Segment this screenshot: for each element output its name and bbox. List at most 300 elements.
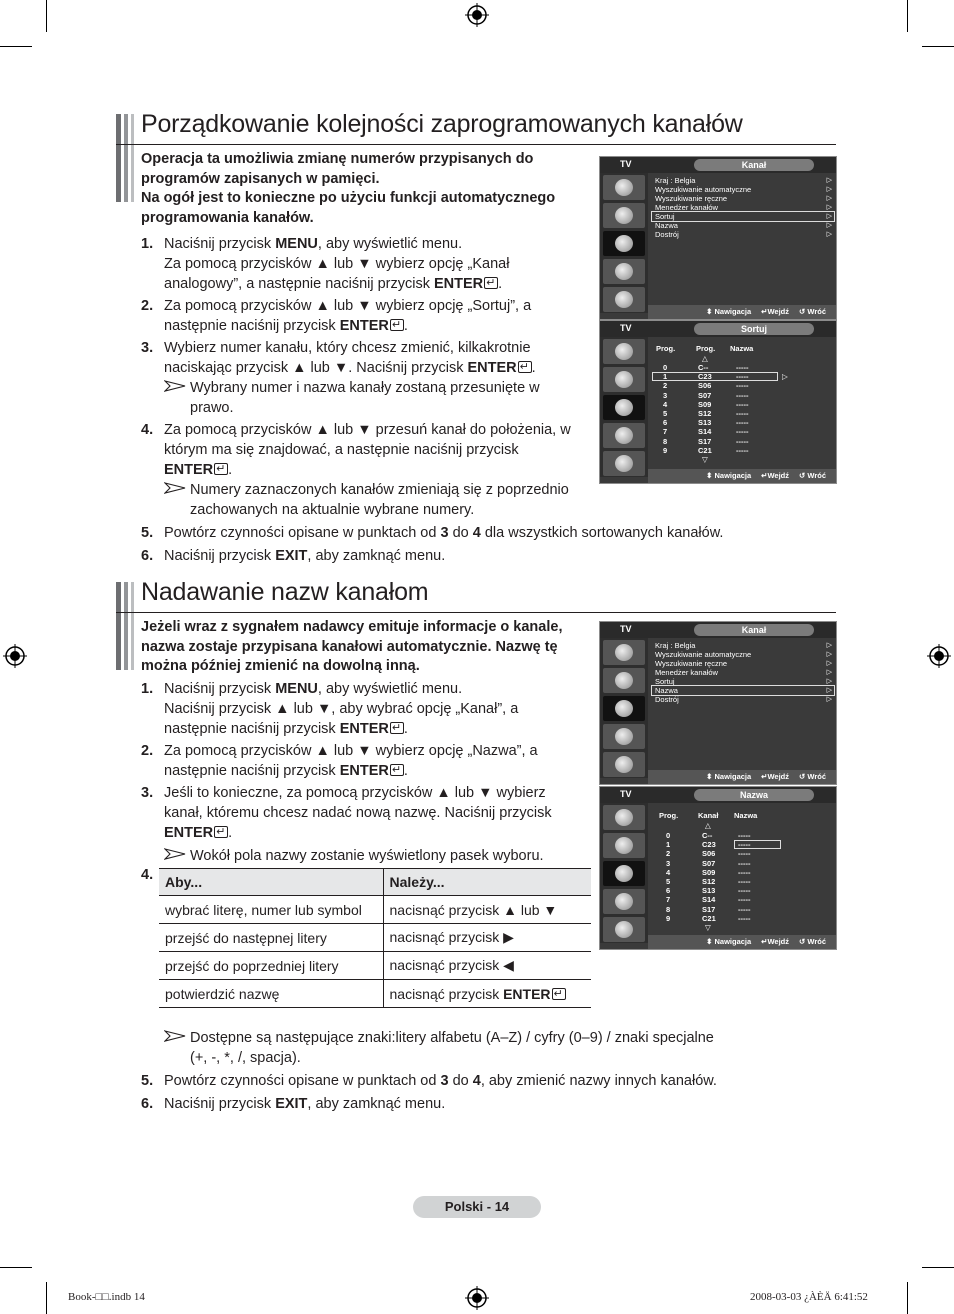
step-item [141, 546, 741, 566]
text: (+, -, *, /, spacja). [190, 1050, 301, 1066]
text: Wejdź [767, 937, 789, 946]
registration-mark-icon [927, 644, 951, 668]
osd-menu-item: Menedżer kanałów ▷ [655, 203, 832, 212]
osd-input-icon [603, 287, 645, 312]
channel-cell: ----- [738, 867, 751, 877]
bar-light [131, 582, 134, 670]
osd-sound-icon [603, 833, 645, 858]
osd-tv-label: TV [620, 323, 632, 333]
text: Za pomocą przycisków ▲ lub ▼ przesuń kanał do położenia, w [164, 422, 571, 438]
text: zachowanych na aktualnie wybrane numery. [190, 502, 475, 518]
up-arrow-icon: △ [705, 821, 711, 830]
channel-cell: 5 [666, 877, 671, 886]
text: Menedżer kanałów [655, 668, 718, 677]
crop-mark [0, 1267, 32, 1268]
intro-line: Jeżeli wraz z sygnałem nadawcy emituje informacje o kanale, [141, 619, 563, 635]
step-item [141, 1094, 761, 1114]
osd-menu-item: Kraj : Belgia ▷ [655, 641, 832, 650]
text: , aby wyświetlić menu. [317, 681, 463, 697]
osd-picture-icon [603, 805, 645, 830]
key-table [159, 868, 591, 1008]
table-row [159, 896, 591, 924]
channel-cell: ----- [736, 399, 749, 409]
step-number: 4. [141, 422, 154, 438]
text: Dostrój [655, 695, 679, 704]
osd-channel-icon [603, 395, 645, 420]
channel-cell: ----- [738, 895, 751, 905]
intro-line: programów zapisanych w pamięci. [141, 170, 380, 187]
channel-cell: C21 [698, 445, 712, 455]
text: 3 [440, 525, 449, 541]
osd-input-icon [603, 451, 645, 476]
column-header: Kanał [698, 811, 719, 820]
text: kanał, któremu chcesz nadać nową nazwę. Naciśnij przycisk [164, 805, 552, 821]
osd-menu-item: Dostrój ▷ [655, 695, 832, 704]
crop-mark [46, 0, 47, 32]
text: następnie naciśnij przycisk [164, 763, 340, 779]
channel-cell: S12 [702, 877, 716, 886]
column-header: Aby... [159, 869, 383, 896]
osd-title: Nazwa [694, 789, 814, 801]
text: Wokół pola nazwy zostanie wyświetlony pasek wyboru. [190, 848, 544, 864]
print-slug-right: 2008-03-03 ¿ÀÈÄ 6:41:52 [750, 1291, 868, 1303]
table-cell: nacisnąć przycisk ▶ [383, 924, 591, 952]
key-label: EXIT [275, 548, 308, 564]
text: Numery zaznaczonych kanałów zmieniają się z poprzednio [190, 482, 569, 498]
step-number: 2. [141, 743, 154, 759]
step-number: 6. [141, 548, 154, 564]
channel-cell: 8 [663, 436, 668, 446]
table-row [159, 952, 591, 980]
enter-icon [484, 277, 498, 289]
osd-sound-icon [603, 367, 645, 392]
osd-channel-list [652, 804, 834, 934]
channel-cell: 9 [663, 445, 668, 455]
step-number: 5. [141, 1073, 154, 1089]
section-bars [116, 582, 134, 670]
steps-list [141, 1028, 761, 1116]
osd-menu-item: Wyszukiwanie automatyczne ▷ [655, 650, 832, 659]
table-cell: nacisnąć przycisk ◀ [383, 952, 591, 980]
table-cell: przejść do poprzedniej litery [159, 952, 383, 980]
section-title: Nadawanie nazw kanałom [141, 578, 429, 606]
note-arrow-icon [164, 380, 186, 392]
channel-cell: C-- [702, 831, 713, 840]
text: Kraj : Belgia [655, 176, 696, 185]
osd-menu-item-selected: Sortuj ▷ [652, 212, 834, 221]
osd-menu-item: Wyszukiwanie ręczne ▷ [655, 194, 832, 203]
channel-cell: 7 [663, 427, 668, 437]
section-rule [116, 612, 836, 613]
step-number: 5. [141, 525, 154, 541]
channel-cell: S12 [698, 409, 712, 418]
text: Sortuj [655, 677, 675, 686]
text: Wyszukiwanie ręczne [655, 194, 728, 203]
osd-sidebar [600, 337, 648, 477]
key-label: ENTER [164, 462, 214, 478]
text: Nawigacja [714, 471, 752, 480]
registration-mark-icon [3, 644, 27, 668]
text: , aby zmienić nazwy innych kanałów. [480, 1073, 717, 1089]
section-bars [116, 114, 134, 202]
text: do [448, 525, 473, 541]
channel-cell: ----- [736, 418, 749, 428]
crop-mark [907, 1282, 908, 1314]
bar-light [131, 114, 134, 202]
text: analogowy”, a następnie naciśnij przycisk [164, 276, 434, 292]
osd-input-icon [603, 752, 645, 777]
key-label: ENTER [434, 276, 484, 292]
crop-mark [907, 0, 908, 32]
channel-cell: S14 [702, 895, 716, 905]
text: naciskając przycisk ▲ lub ▼. Naciśnij przycisk [164, 360, 468, 376]
table-cell: wybrać literę, numer lub symbol [159, 896, 383, 924]
text: Nazwa [655, 686, 678, 695]
channel-cell: 4 [663, 399, 668, 409]
text: Wybierz numer kanału, który chcesz zmienić, kilkakrotnie [164, 340, 531, 356]
osd-footer: ⬍ Nawigacja ↵Wejdź ↺ Wróć [648, 935, 837, 949]
table-header-row [159, 869, 591, 896]
channel-cell: S06 [702, 849, 716, 859]
osd-menu-item: Wyszukiwanie ręczne ▷ [655, 659, 832, 668]
osd-picture-icon [603, 175, 645, 200]
move-right-icon: ▷ [782, 372, 788, 381]
text: Dostępne są następujące znaki:litery alfabetu (A–Z) / cyfry (0–9) / znaki specjalne [190, 1030, 714, 1046]
key-label: MENU [275, 681, 318, 697]
osd-setup-icon [603, 423, 645, 448]
column-header: Należy... [383, 869, 591, 896]
text: Za pomocą przycisków ▲ lub ▼ wybierz opcję „Nazwa”, a [164, 743, 538, 759]
channel-cell: 9 [666, 913, 671, 923]
down-arrow-icon: ▽ [702, 455, 708, 464]
channel-cell: 8 [666, 904, 671, 914]
text: dla wszystkich sortowanych kanałów. [480, 525, 724, 541]
selection-bar [652, 372, 778, 381]
channel-cell: S09 [702, 867, 716, 877]
osd-channel-list [652, 338, 834, 468]
text: Wyszukiwanie ręczne [655, 659, 728, 668]
channel-cell: 3 [666, 858, 671, 868]
text: Dostrój [655, 230, 679, 239]
channel-cell: ----- [738, 858, 751, 868]
channel-cell: S06 [698, 381, 712, 391]
channel-cell: 2 [666, 849, 671, 859]
osd-menu-item: Wyszukiwanie automatyczne ▷ [655, 185, 832, 194]
step-number: 1. [141, 236, 154, 252]
channel-cell: S09 [698, 399, 712, 409]
step-item [141, 523, 741, 543]
osd-channel-icon [603, 861, 645, 886]
step-item: 3. Jeśli to konieczne, za pomocą przycisków ▲ lub ▼ wybierz kanał, któremu chcesz nadać nową nazwę. Naciśnij przycisk ENTER↵ . Wokół pola nazwy zostanie wyświetlony pasek wyboru. [141, 783, 581, 866]
osd-setup-icon [603, 724, 645, 749]
channel-cell: S07 [698, 390, 712, 400]
section-header [116, 578, 836, 612]
text: 4 [472, 1073, 481, 1089]
step-number: 6. [141, 1096, 154, 1112]
text: Nawigacja [714, 772, 752, 781]
channel-cell: 6 [666, 886, 671, 896]
channel-cell: ----- [738, 849, 751, 859]
intro-line: programowania kanałów. [141, 209, 314, 226]
osd-menu-item: Kraj : Belgia ▷ [655, 176, 832, 185]
osd-sound-icon [603, 203, 645, 228]
note-arrow-icon [164, 482, 186, 494]
channel-cell: ----- [738, 913, 751, 923]
intro-line: Na ogół jest to konieczne po użyciu funkcji automatycznego [141, 190, 556, 206]
text: Nawigacja [714, 307, 752, 316]
channel-cell: C21 [702, 913, 716, 923]
osd-footer: ⬍ Nawigacja ↵Wejdź ↺ Wróć [648, 305, 837, 319]
text: nacisnąć przycisk [389, 985, 504, 1002]
registration-mark-icon [465, 1286, 489, 1310]
column-header: Nazwa [734, 811, 758, 820]
crop-mark [0, 46, 32, 47]
steps-list [141, 679, 581, 868]
channel-cell: ----- [736, 409, 749, 418]
osd-sortuj-menu [599, 320, 837, 484]
text: Za pomocą przycisków ▲ lub ▼ wybierz opcję „Kanał [164, 256, 510, 272]
text: którym ma się znajdować, a następnie naciśnij przycisk [164, 442, 519, 458]
step-item [141, 1071, 761, 1091]
enter-icon [552, 988, 566, 1000]
channel-cell: 5 [663, 409, 668, 418]
channel-cell: 7 [666, 895, 671, 905]
channel-cell: ----- [738, 904, 751, 914]
channel-cell: S17 [698, 436, 712, 446]
channel-cell: ----- [738, 840, 751, 850]
osd-footer: ⬍ Nawigacja ↵Wejdź ↺ Wróć [648, 770, 837, 784]
channel-cell: ----- [736, 436, 749, 446]
intro-line: można później zmienić na dowolną inną. [141, 658, 420, 674]
crop-mark [922, 46, 954, 47]
column-header: Prog. [656, 344, 676, 353]
osd-tv-label: TV [620, 159, 632, 169]
key-label: ENTER [339, 721, 389, 737]
text: Wejdź [767, 772, 789, 781]
key-label: ENTER [164, 825, 214, 841]
key-label: MENU [275, 236, 318, 252]
channel-cell: 4 [666, 867, 671, 877]
step-item: 1. Naciśnij przycisk MENU, aby wyświetlić menu. Naciśnij przycisk ▲ lub ▼, aby wybrać opcję „Kanał”, a następnie naciśnij przycisk ENTER↵ . [141, 679, 581, 739]
osd-title: Kanał [694, 159, 814, 171]
channel-cell: 0 [663, 363, 668, 372]
text: Wyszukiwanie automatyczne [655, 650, 752, 659]
channel-cell: 1 [663, 372, 668, 382]
note [164, 1028, 761, 1068]
key-label: ENTER [339, 763, 389, 779]
osd-sidebar [600, 638, 648, 778]
bar-dark [116, 582, 121, 670]
enter-icon [214, 826, 228, 838]
bar-mid [124, 114, 128, 202]
text: Wejdź [767, 471, 789, 480]
osd-tv-label: TV [620, 624, 632, 634]
text: Naciśnij przycisk ▲ lub ▼, aby wybrać opcję „Kanał”, a [164, 701, 519, 717]
channel-cell: ----- [736, 363, 749, 372]
print-slug-left: Book-□□.indb 14 [68, 1291, 145, 1303]
text: Wróć [807, 772, 826, 781]
osd-menu-item: Nazwa ▷ [655, 221, 832, 230]
text: Powtórz czynności opisane w punktach od [164, 1073, 441, 1089]
section-title: Porządkowanie kolejności zaprogramowanych kanałów [141, 110, 743, 138]
enter-icon [518, 361, 532, 373]
osd-picture-icon [603, 339, 645, 364]
channel-cell: ----- [736, 390, 749, 400]
enter-icon [214, 463, 228, 475]
osd-kanal-menu [599, 621, 837, 785]
osd-setup-icon [603, 259, 645, 284]
text: następnie naciśnij przycisk [164, 721, 340, 737]
text: Kraj : Belgia [655, 641, 696, 650]
step-number: 2. [141, 298, 154, 314]
table-cell [383, 980, 591, 1008]
step-item: 3. Wybierz numer kanału, który chcesz zmienić, kilkakrotnie naciskając przycisk ▲ lub ▼. Naciśnij przycisk ENTER↵ . Wybrany numer i nazwa kanały zostaną przesunięte w prawo. [141, 338, 741, 418]
note-arrow-icon [164, 848, 186, 860]
osd-kanal-menu [599, 156, 837, 320]
text: Nazwa [655, 221, 678, 230]
osd-channel-icon [603, 696, 645, 721]
channel-cell: C-- [698, 363, 709, 372]
step-item: 1. Naciśnij przycisk MENU, aby wyświetlić menu. Za pomocą przycisków ▲ lub ▼ wybierz opcję „Kanał analogowy”, a następnie naciśnij przycisk ENTER↵ . [141, 234, 741, 294]
text: Wróć [807, 307, 826, 316]
text: Wejdź [767, 307, 789, 316]
note [164, 480, 741, 520]
text: Sortuj [655, 212, 675, 221]
channel-cell: S14 [698, 427, 712, 437]
table-cell: potwierdzić nazwę [159, 980, 383, 1008]
step-number: 1. [141, 681, 154, 697]
channel-cell: ----- [738, 877, 751, 886]
osd-sound-icon [603, 668, 645, 693]
section-rule [116, 144, 836, 145]
osd-menu-item: Sortuj ▷ [655, 677, 832, 686]
bar-dark [116, 114, 121, 202]
key-label: EXIT [275, 1096, 308, 1112]
osd-menu-item: Dostrój ▷ [655, 230, 832, 239]
osd-sidebar [600, 173, 648, 313]
step-item: 2. Za pomocą przycisków ▲ lub ▼ wybierz opcję „Sortuj”, a następnie naciśnij przycisk ENTER↵ . [141, 296, 741, 336]
text: Naciśnij przycisk [164, 1096, 276, 1112]
text: Nawigacja [714, 937, 752, 946]
text: 3 [440, 1073, 449, 1089]
osd-menu-list [652, 176, 834, 306]
osd-nazwa-menu [599, 786, 837, 950]
text: Wybrany numer i nazwa kanały zostaną przesunięte w [190, 380, 540, 396]
text: do [448, 1073, 473, 1089]
registration-mark-icon [465, 3, 489, 27]
osd-menu-item-selected: Nazwa ▷ [652, 686, 834, 695]
enter-icon [390, 722, 404, 734]
section-intro [141, 618, 591, 677]
channel-cell: ----- [736, 445, 749, 455]
section-header [116, 110, 836, 144]
table-cell: przejść do następnej litery [159, 924, 383, 952]
text: Naciśnij przycisk [164, 236, 276, 252]
text: Wyszukiwanie automatyczne [655, 185, 752, 194]
osd-title: Kanał [694, 624, 814, 636]
text: Naciśnij przycisk [164, 681, 276, 697]
table-cell: nacisnąć przycisk ▲ lub ▼ [383, 896, 591, 924]
channel-cell: 3 [663, 390, 668, 400]
channel-cell: S17 [702, 904, 716, 914]
text: Wróć [807, 471, 826, 480]
enter-icon [390, 319, 404, 331]
crop-mark [922, 1267, 954, 1268]
table-row [159, 980, 591, 1008]
enter-icon [390, 764, 404, 776]
osd-setup-icon [603, 889, 645, 914]
osd-menu-list [652, 641, 834, 771]
osd-title: Sortuj [694, 323, 814, 335]
osd-footer: ⬍ Nawigacja ↵Wejdź ↺ Wróć [648, 469, 837, 483]
text: Jeśli to konieczne, za pomocą przycisków ▲ lub ▼ wybierz [164, 785, 546, 801]
osd-top-bar [600, 787, 836, 803]
text: , aby zamknąć menu. [307, 1096, 446, 1112]
intro-line: Operacja ta umożliwia zmianę numerów przypisanych do [141, 151, 534, 167]
text: prawo. [190, 400, 234, 416]
note [164, 846, 581, 866]
channel-cell: S07 [702, 858, 716, 868]
channel-cell: ----- [736, 372, 749, 382]
text: Powtórz czynności opisane w punktach od [164, 525, 441, 541]
intro-line: nazwa zostaje przypisana kanałowi automatycznie. Nazwę tę [141, 638, 558, 655]
text: Za pomocą przycisków ▲ lub ▼ wybierz opcję „Sortuj”, a [164, 298, 532, 314]
osd-channel-icon [603, 231, 645, 256]
text: Wróć [807, 937, 826, 946]
table-row [159, 924, 591, 952]
bar-mid [124, 582, 128, 670]
text: , aby zamknąć menu. [307, 548, 446, 564]
up-arrow-icon: △ [702, 354, 708, 363]
osd-top-bar [600, 321, 836, 337]
channel-cell: 0 [666, 831, 671, 840]
key-label: ENTER [339, 318, 389, 334]
osd-menu-item: Menedżer kanałów ▷ [655, 668, 832, 677]
step-number: 3. [141, 340, 154, 356]
channel-cell: ----- [736, 381, 749, 391]
key-label: ENTER [467, 360, 517, 376]
column-header: Prog. [696, 344, 716, 353]
channel-cell: C23 [702, 840, 716, 850]
channel-cell: 2 [663, 381, 668, 391]
channel-cell: S13 [698, 418, 712, 428]
key-label: ENTER [503, 985, 551, 1002]
note-arrow-icon [164, 1030, 186, 1042]
channel-cell: C23 [698, 372, 712, 382]
osd-tv-label: TV [620, 789, 632, 799]
step-number: 3. [141, 785, 154, 801]
step-number: 4. [141, 867, 154, 883]
crop-mark [46, 1282, 47, 1314]
down-arrow-icon: ▽ [705, 923, 711, 932]
channel-cell: ----- [736, 427, 749, 437]
column-header: Nazwa [730, 344, 754, 353]
channel-cell: ----- [738, 886, 751, 896]
osd-picture-icon [603, 640, 645, 665]
osd-top-bar [600, 157, 836, 173]
step-item: 2. Za pomocą przycisków ▲ lub ▼ wybierz opcję „Nazwa”, a następnie naciśnij przycisk ENTER↵ . [141, 741, 581, 781]
column-header: Prog. [659, 811, 679, 820]
text: Menedżer kanałów [655, 203, 718, 212]
channel-cell: S13 [702, 886, 716, 896]
channel-cell: 6 [663, 418, 668, 428]
section-intro [141, 150, 581, 228]
page-number-badge: Polski - 14 [413, 1196, 541, 1218]
text: Naciśnij przycisk [164, 548, 276, 564]
text: następnie naciśnij przycisk [164, 318, 340, 334]
step-item: 4. Za pomocą przycisków ▲ lub ▼ przesuń kanał do położenia, w którym ma się znajdować, a następnie naciśnij przycisk ENTER↵ . Numery zaznaczonych kanałów zmieniają się z poprzednio zachowanych na aktualnie wybrane numery. [141, 420, 741, 520]
text: , aby wyświetlić menu. [317, 236, 463, 252]
